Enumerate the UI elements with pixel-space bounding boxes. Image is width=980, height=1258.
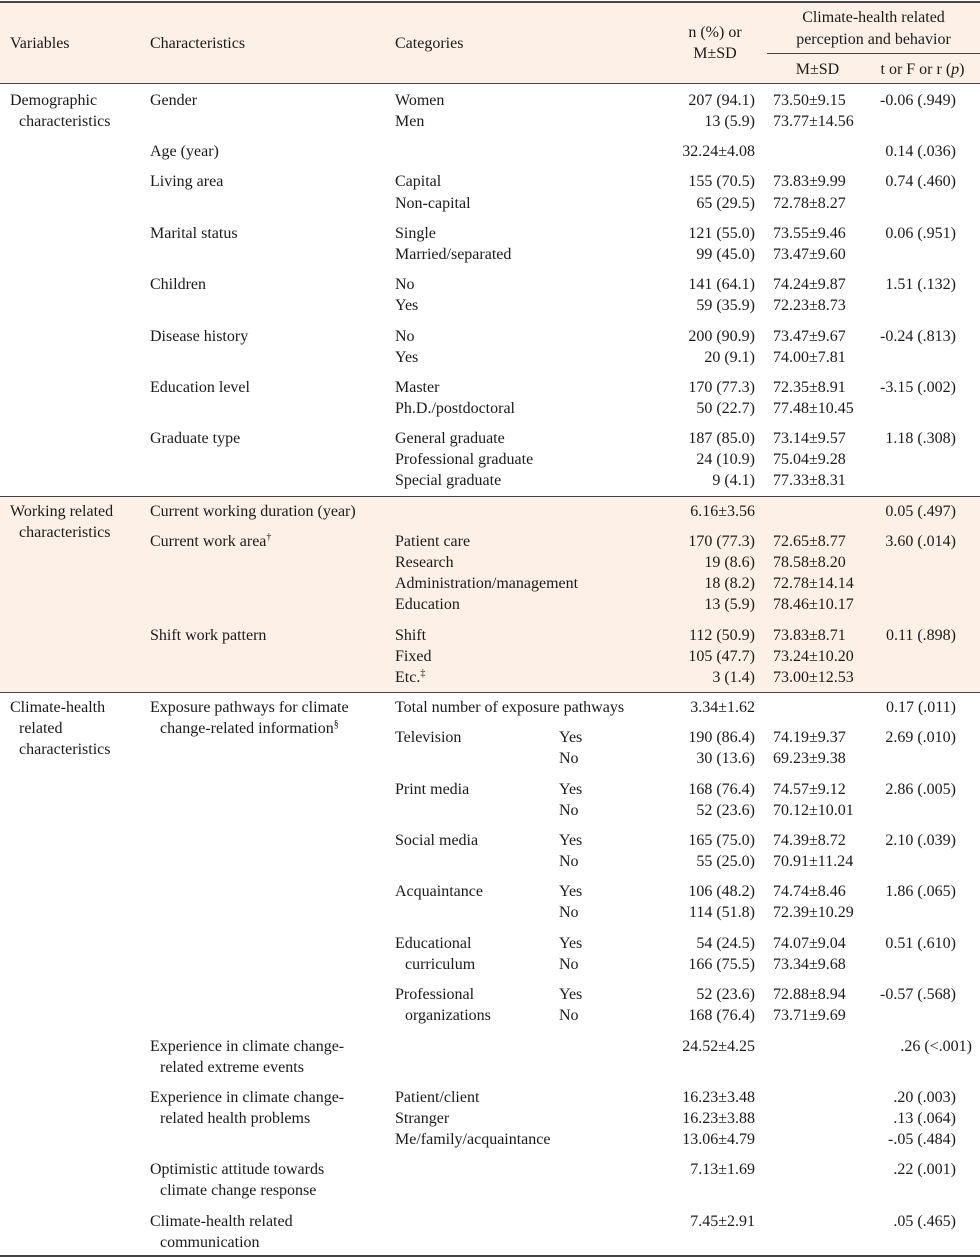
row-workarea-category: Administration/management — [395, 575, 579, 592]
section-demographic-line1: Demographic — [10, 92, 98, 109]
row-education-msd: 77.48±10.45 — [773, 400, 854, 417]
row-acquaintance-yn: Yes — [559, 883, 583, 900]
section-climate-line3: characteristics — [19, 741, 111, 758]
row-children-category: No — [395, 276, 415, 293]
row-health-category: Me/family/acquaintance — [395, 1131, 551, 1148]
row-social-yn: No — [559, 853, 579, 870]
row-print-yn: Yes — [559, 781, 583, 798]
row-marital-msd: 73.55±9.46 — [773, 225, 846, 242]
working-section-rule — [0, 496, 980, 497]
row-professional-n: 52 (23.6) — [696, 986, 755, 1003]
section-footnote-mark: § — [333, 719, 339, 730]
row-workarea-stat: 3.60 (.014) — [885, 533, 956, 550]
row-health-label-line1: Experience in climate change- — [150, 1089, 345, 1106]
row-print-n: 168 (76.4) — [688, 781, 755, 798]
row-health-stat: -.05 (.484) — [888, 1131, 956, 1148]
row-marital-category: Single — [395, 225, 436, 242]
header-group-line1: Climate-health related — [802, 9, 945, 26]
row-health-n: 13.06±4.79 — [682, 1131, 755, 1148]
row-graduate-msd: 73.14±9.57 — [773, 430, 846, 447]
row-children-n: 141 (64.1) — [688, 276, 755, 293]
row-living-n: 155 (70.5) — [688, 173, 755, 190]
row-children-msd: 72.23±8.73 — [773, 297, 846, 314]
row-marital-label: Marital status — [150, 225, 238, 242]
row-curriculum-n: 166 (75.5) — [688, 956, 755, 973]
row-television-msd: 74.19±9.37 — [773, 729, 846, 746]
row-living-category: Capital — [395, 173, 442, 190]
row-workarea-category: Education — [395, 596, 460, 613]
row-age-n: 32.24±4.08 — [682, 143, 755, 160]
row-television-stat: 2.69 (.010) — [885, 729, 956, 746]
row-optimistic-n: 7.13±1.69 — [690, 1161, 755, 1178]
row-acquaintance-n: 114 (51.8) — [688, 904, 755, 921]
double-dagger-footnote-mark: ‡ — [420, 668, 426, 679]
bottom-rule — [0, 1255, 980, 1257]
row-curriculum-yn: No — [559, 956, 579, 973]
row-marital-n: 99 (45.0) — [696, 246, 755, 263]
row-health-stat: .20 (.003) — [893, 1089, 956, 1106]
row-disease-n: 200 (90.9) — [688, 328, 755, 345]
row-living-n: 65 (29.5) — [696, 195, 755, 212]
header-msd: M±SD — [795, 61, 840, 78]
row-extreme-label-line2: related extreme events — [160, 1059, 304, 1076]
row-education-n: 170 (77.3) — [688, 379, 755, 396]
row-social-msd: 70.91±11.24 — [773, 853, 854, 870]
row-television-n: 190 (86.4) — [688, 729, 755, 746]
row-education-category: Ph.D./postdoctoral — [395, 400, 515, 417]
row-health-n: 16.23±3.48 — [682, 1089, 755, 1106]
row-graduate-category: Special graduate — [395, 472, 502, 489]
row-exposure-total-label: Total number of exposure pathways — [395, 699, 625, 716]
section-climate-line2: related — [19, 720, 63, 737]
row-workarea-msd: 78.46±10.17 — [773, 596, 854, 613]
row-education-msd: 72.35±8.91 — [773, 379, 846, 396]
section-climate-line1: Climate-health — [10, 699, 106, 716]
row-gender-n: 207 (94.1) — [688, 92, 755, 109]
row-living-label: Living area — [150, 173, 224, 190]
row-workarea-category: Research — [395, 554, 454, 571]
row-graduate-category: Professional graduate — [395, 451, 534, 468]
header-rule — [0, 83, 980, 84]
section-demographic-line2: characteristics — [19, 113, 111, 130]
row-exposure-label-line2: change-related information§ — [160, 719, 339, 737]
row-curriculum-msd: 73.34±9.68 — [773, 956, 846, 973]
row-professional-n: 168 (76.4) — [688, 1007, 755, 1024]
climate-section-rule — [0, 692, 980, 693]
row-graduate-category: General graduate — [395, 430, 505, 447]
row-shift-n: 105 (47.7) — [688, 648, 755, 665]
row-children-label: Children — [150, 276, 206, 293]
row-age-stat: 0.14 (.036) — [885, 143, 956, 160]
row-communication-label-line2: communication — [160, 1234, 260, 1251]
row-disease-n: 20 (9.1) — [704, 349, 755, 366]
row-print-label: Print media — [395, 781, 470, 798]
row-marital-stat: 0.06 (.951) — [885, 225, 956, 242]
row-duration-stat: 0.05 (.497) — [885, 503, 956, 520]
row-health-stat: .13 (.064) — [893, 1110, 956, 1127]
row-gender-stat: -0.06 (.949) — [880, 92, 956, 109]
row-marital-n: 121 (55.0) — [688, 225, 755, 242]
row-children-n: 59 (35.9) — [696, 297, 755, 314]
row-graduate-msd: 77.33±8.31 — [773, 472, 846, 489]
row-curriculum-stat: 0.51 (.610) — [885, 935, 956, 952]
row-curriculum-msd: 74.07±9.04 — [773, 935, 846, 952]
row-workarea-n: 19 (8.6) — [704, 554, 755, 571]
row-shift-category: Shift — [395, 627, 427, 644]
section-working-line1: Working related — [10, 503, 114, 520]
row-curriculum-yn: Yes — [559, 935, 583, 952]
row-extreme-n: 24.52±4.25 — [682, 1038, 755, 1055]
row-graduate-label: Graduate type — [150, 430, 241, 447]
row-gender-msd: 73.77±14.56 — [773, 113, 854, 130]
row-graduate-n: 24 (10.9) — [696, 451, 755, 468]
row-professional-label-line1: Professional — [395, 986, 475, 1003]
row-shift-n: 112 (50.9) — [688, 627, 755, 644]
row-shift-msd: 73.24±10.20 — [773, 648, 854, 665]
row-shift-category: Etc.‡ — [395, 668, 426, 686]
row-print-stat: 2.86 (.005) — [885, 781, 956, 798]
row-gender-category: Women — [395, 92, 445, 109]
row-gender-msd: 73.50±9.15 — [773, 92, 846, 109]
row-professional-stat: -0.57 (.568) — [880, 986, 956, 1003]
row-professional-label-line2: organizations — [405, 1007, 491, 1024]
row-workarea-msd: 72.65±8.77 — [773, 533, 846, 550]
row-shift-stat: 0.11 (.898) — [885, 627, 956, 644]
row-gender-n: 13 (5.9) — [704, 113, 755, 130]
row-gender-category: Men — [395, 113, 425, 130]
row-disease-label: Disease history — [150, 328, 249, 345]
row-social-yn: Yes — [559, 832, 583, 849]
row-exposure-total-n: 3.34±1.62 — [690, 699, 755, 716]
row-print-msd: 74.57±9.12 — [773, 781, 846, 798]
row-acquaintance-msd: 74.74±8.46 — [773, 883, 846, 900]
row-duration-n: 6.16±3.56 — [690, 503, 755, 520]
row-age-label: Age (year) — [150, 143, 219, 160]
row-exposure-total-stat: 0.17 (.011) — [885, 699, 956, 716]
header-stat: t or F or r (p) — [880, 61, 965, 78]
row-acquaintance-stat: 1.86 (.065) — [885, 883, 956, 900]
top-rule — [0, 1, 980, 3]
row-acquaintance-label: Acquaintance — [395, 883, 483, 900]
header-variables: Variables — [10, 35, 70, 52]
row-communication-n: 7.45±2.91 — [690, 1213, 755, 1230]
row-professional-msd: 73.71±9.69 — [773, 1007, 846, 1024]
row-television-n: 30 (13.6) — [696, 750, 755, 767]
row-health-label-line2: related health problems — [160, 1110, 311, 1127]
row-workarea-n: 18 (8.2) — [704, 575, 755, 592]
group-rule — [767, 53, 980, 54]
row-extreme-stat: .26 (<.001) — [900, 1038, 972, 1055]
row-disease-category: Yes — [395, 349, 419, 366]
row-print-msd: 70.12±10.01 — [773, 802, 854, 819]
row-curriculum-label-line1: Educational — [395, 935, 472, 952]
row-communication-label-line1: Climate-health related — [150, 1213, 293, 1230]
row-curriculum-n: 54 (24.5) — [696, 935, 755, 952]
row-workarea-label: Current work area† — [150, 532, 272, 550]
row-shift-category: Fixed — [395, 648, 432, 665]
row-education-stat: -3.15 (.002) — [880, 379, 956, 396]
row-social-n: 165 (75.0) — [688, 832, 755, 849]
row-marital-msd: 73.47±9.60 — [773, 246, 846, 263]
row-shift-msd: 73.00±12.53 — [773, 669, 854, 686]
row-shift-n: 3 (1.4) — [712, 669, 755, 686]
row-professional-msd: 72.88±8.94 — [773, 986, 846, 1003]
row-workarea-n: 13 (5.9) — [704, 596, 755, 613]
row-living-category: Non-capital — [395, 195, 471, 212]
row-education-n: 50 (22.7) — [696, 400, 755, 417]
row-disease-msd: 74.00±7.81 — [773, 349, 846, 366]
row-print-yn: No — [559, 802, 579, 819]
row-professional-yn: No — [559, 1007, 579, 1024]
row-television-yn: Yes — [559, 729, 583, 746]
header-group-line2: perception and behavior — [796, 31, 951, 48]
row-professional-yn: Yes — [559, 986, 583, 1003]
row-workarea-n: 170 (77.3) — [688, 533, 755, 550]
row-children-stat: 1.51 (.132) — [885, 276, 956, 293]
row-health-n: 16.23±3.88 — [682, 1110, 755, 1127]
row-marital-category: Married/separated — [395, 246, 512, 263]
row-communication-stat: .05 (.465) — [893, 1213, 956, 1230]
row-social-stat: 2.10 (.039) — [885, 832, 956, 849]
row-children-category: Yes — [395, 297, 419, 314]
row-optimistic-label-line2: climate change response — [160, 1182, 317, 1199]
row-graduate-n: 187 (85.0) — [688, 430, 755, 447]
dagger-footnote-mark: † — [266, 532, 272, 543]
row-exposure-label-line1: Exposure pathways for climate — [150, 699, 349, 716]
header-categories: Categories — [395, 35, 464, 52]
row-social-label: Social media — [395, 832, 479, 849]
row-shift-msd: 73.83±8.71 — [773, 627, 846, 644]
row-disease-msd: 73.47±9.67 — [773, 328, 846, 345]
row-workarea-msd: 72.78±14.14 — [773, 575, 854, 592]
row-gender-label: Gender — [150, 92, 198, 109]
row-graduate-msd: 75.04±9.28 — [773, 451, 846, 468]
row-extreme-label-line1: Experience in climate change- — [150, 1038, 345, 1055]
header-n-line2: M±SD — [693, 45, 737, 62]
row-print-n: 52 (23.6) — [696, 802, 755, 819]
row-acquaintance-n: 106 (48.2) — [688, 883, 755, 900]
row-disease-stat: -0.24 (.813) — [880, 328, 956, 345]
row-acquaintance-yn: No — [559, 904, 579, 921]
row-education-category: Master — [395, 379, 440, 396]
row-health-category: Stranger — [395, 1110, 450, 1127]
row-duration-label: Current working duration (year) — [150, 503, 356, 520]
header-n-line1: n (%) or — [688, 24, 742, 41]
header-characteristics: Characteristics — [150, 35, 246, 52]
row-social-n: 55 (25.0) — [696, 853, 755, 870]
row-acquaintance-msd: 72.39±10.29 — [773, 904, 854, 921]
row-optimistic-label-line1: Optimistic attitude towards — [150, 1161, 325, 1178]
row-living-stat: 0.74 (.460) — [885, 173, 956, 190]
row-graduate-stat: 1.18 (.308) — [885, 430, 956, 447]
row-television-label: Television — [395, 729, 462, 746]
row-television-msd: 69.23±9.38 — [773, 750, 846, 767]
row-education-label: Education level — [150, 379, 250, 396]
row-children-msd: 74.24±9.87 — [773, 276, 846, 293]
row-shift-label: Shift work pattern — [150, 627, 267, 644]
row-workarea-msd: 78.58±8.20 — [773, 554, 846, 571]
row-health-category: Patient/client — [395, 1089, 480, 1106]
row-workarea-category: Patient care — [395, 533, 471, 550]
row-social-msd: 74.39±8.72 — [773, 832, 846, 849]
row-curriculum-label-line2: curriculum — [405, 956, 476, 973]
row-living-msd: 72.78±8.27 — [773, 195, 846, 212]
row-disease-category: No — [395, 328, 415, 345]
row-optimistic-stat: .22 (.001) — [893, 1161, 956, 1178]
section-working-line2: characteristics — [19, 524, 111, 541]
row-living-msd: 73.83±9.99 — [773, 173, 846, 190]
row-graduate-n: 9 (4.1) — [712, 472, 755, 489]
row-television-yn: No — [559, 750, 579, 767]
